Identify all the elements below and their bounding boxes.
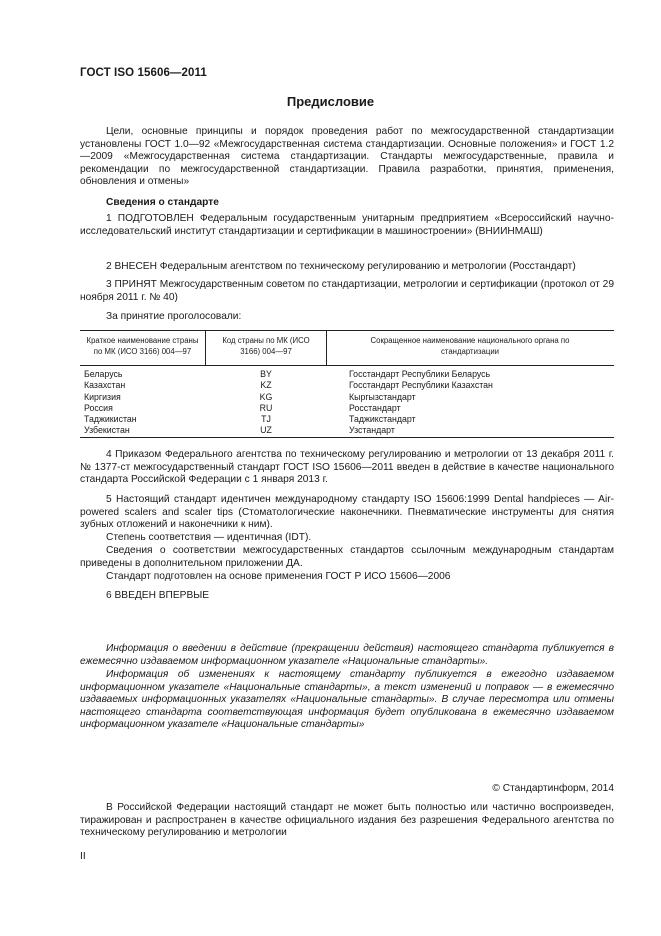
table-row <box>80 414 614 425</box>
table-body <box>80 369 614 437</box>
item-5-basis: Стандарт подготовлен на основе применения ГОСТ Р ИСО 15606—2006 <box>106 571 451 582</box>
item-5-conformity: Степень соответствия — идентичная (IDT). <box>106 532 312 543</box>
table-header-code: Код страны по МК (ИСО 3166) 004—97 <box>222 336 310 356</box>
standard-code-header: ГОСТ ISO 15606—2011 <box>80 67 207 79</box>
country-cell: Казахстан <box>84 380 126 391</box>
body-cell: Узстандарт <box>349 425 395 436</box>
intro-paragraph: Цели, основные принципы и порядок проведения работ по межгосударственной стандартизации установлены ГОСТ 1.0—92 «Межгосударственная система стандартизации. Основные положения» и ГОСТ 1.2—2009 «Межгосударственная система стандартизации. Стандарты межгосударственные, правила и рекомендации по межгосударственной стандартизации. Правила разработки, принятия, применения, обновления и отмены» <box>80 126 614 188</box>
body-cell: Таджикстандарт <box>349 414 416 425</box>
table-row <box>80 380 614 391</box>
code-cell: RU <box>259 402 273 413</box>
body-cell: Кыргызстандарт <box>349 391 416 402</box>
item-4: 4 Приказом Федерального агентства по техническому регулированию и метрологии от 13 декабря 2011 г. № 1377-ст межгосударственный стандарт ГОСТ ISO 15606—2011 введен в действие в качестве национального стандарта Российской Федерации с 1 января 2013 г. <box>80 449 614 486</box>
item-3: 3 ПРИНЯТ Межгосударственным советом по стандартизации, метрологии и сертификации (протокол от 29 ноября 2011 г. № 40) <box>80 279 614 303</box>
legal-notice: В Российской Федерации настоящий стандарт не может быть полностью или частично воспроизведен, тиражирован и распространен в качестве официального издания без разрешения Федерального агентства по техническому регулированию и метрологии <box>80 802 614 839</box>
code-cell: KG <box>259 391 273 402</box>
country-cell: Узбекистан <box>84 425 130 436</box>
table-row <box>80 403 614 414</box>
table-row <box>80 369 614 380</box>
body-cell: Росстандарт <box>349 402 401 413</box>
item-2: 2 ВНЕСЕН Федеральным агентством по техническому регулированию и метрологии (Росстандарт) <box>106 261 576 272</box>
code-cell: KZ <box>260 380 272 391</box>
table-column-divider <box>326 331 327 365</box>
country-cell: Киргизия <box>84 391 121 402</box>
country-cell: Беларусь <box>84 369 123 379</box>
item-1: 1 ПОДГОТОВЛЕН Федеральным государственным унитарным предприятием «Всероссийский научно-исследовательский институт стандартизации и сертификации в машиностроении» (ВНИИНМАШ) <box>80 213 614 237</box>
info-paragraph-1: Информация о введении в действие (прекращении действия) настоящего стандарта публикуется в ежемесячно издаваемом информационном указателе «Национальные стандарты». <box>80 643 614 667</box>
code-cell: BY <box>260 369 272 379</box>
country-cell: Россия <box>84 402 113 413</box>
page-number: II <box>80 851 86 862</box>
country-cell: Таджикистан <box>84 414 137 425</box>
page-title: Предисловие <box>286 94 375 109</box>
table-row <box>80 392 614 403</box>
code-cell: TJ <box>261 414 271 425</box>
table-header-body: Сокращенное наименование национального органа по стандартизации <box>370 336 570 356</box>
item-5: 5 Настоящий стандарт идентичен международному стандарту ISO 15606:1999 Dental handpieces — Air-powered scalers and scaler tips (Стоматологические наконечники. Пневматические инструменты для снятия зубных отложений и наконечники к ним). <box>80 494 614 531</box>
table-column-divider <box>205 331 206 365</box>
copyright-notice: © Стандартинформ, 2014 <box>492 783 614 794</box>
voting-table <box>80 330 614 438</box>
table-header-divider <box>80 365 614 366</box>
info-paragraph-2: Информация об изменениях к настоящему стандарту публикуется в ежегодно издаваемом информационном указателе «Национальные стандарты», а текст изменений и поправок — в ежемесячно издаваемых информационных указателях «Национальные стандарты». В случае пересмотра или отмены настоящего стандарта соответствующая информация будет опубликована в ежемесячно издаваемом информационном указателе «Национальные стандарты» <box>80 669 614 731</box>
table-header-country: Краткое наименование страны по МК (ИСО 3166) 004—97 <box>86 336 199 356</box>
item-6: 6 ВВЕДЕН ВПЕРВЫЕ <box>106 590 210 601</box>
item-5-references: Сведения о соответствии межгосударственных стандартов ссылочным международным стандартам приведены в дополнительном приложении ДА. <box>80 545 614 569</box>
section-subtitle: Сведения о стандарте <box>106 197 219 208</box>
vote-caption: За принятие проголосовали: <box>106 311 242 322</box>
code-cell: UZ <box>260 425 272 436</box>
body-cell: Госстандарт Республики Казахстан <box>349 380 493 391</box>
table-row <box>80 425 614 436</box>
body-cell: Госстандарт Республики Беларусь <box>349 369 491 379</box>
